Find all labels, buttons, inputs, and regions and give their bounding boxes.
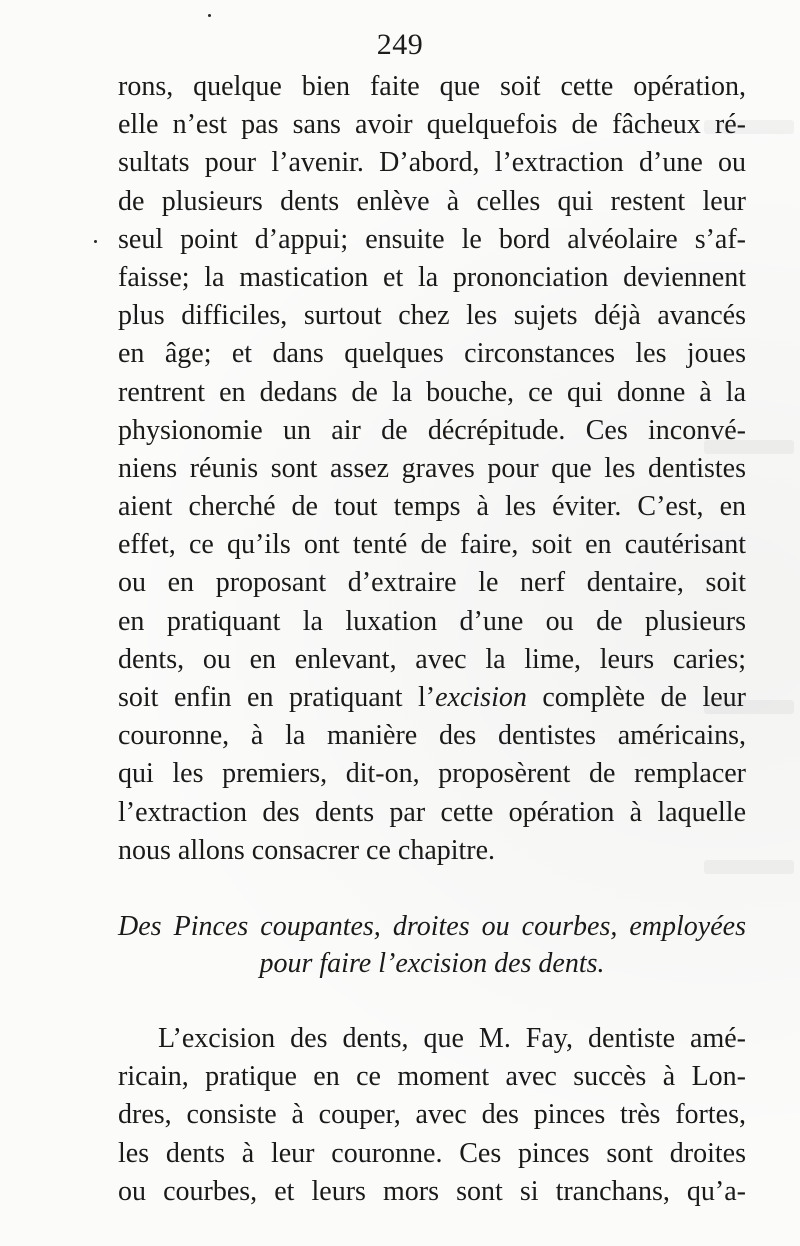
text-line: de plusieurs dents enlève à celles qui restent leur [118, 185, 746, 217]
text-line: faisse; la mastication et la prononciation deviennent [118, 261, 746, 293]
text-line: nous allons consacrer ce chapitre. [118, 834, 496, 866]
paragraph-2 [118, 1020, 746, 1211]
text-line: sultats pour l’avenir. D’abord, l’extraction d’une ou [118, 147, 746, 179]
text-line: L’excision des dents, que M. Fay, dentiste amé- [158, 1023, 746, 1054]
text-line: en pratiquant la luxation d’une ou de plusieurs [118, 605, 746, 637]
text-line: l’extraction des dents par cette opération à laquelle [118, 796, 746, 828]
text-line: dres, consiste à couper, avec des pinces très fortes, [118, 1099, 746, 1131]
text-segment: soit enfin en pratiquant l’ [118, 682, 436, 713]
section-heading [118, 908, 746, 982]
text-line: physionomie un air de décrépitude. Ces inconvé- [118, 414, 746, 446]
heading-line: pour faire l’excision des dents. [259, 948, 605, 979]
text-line: les dents à leur couronne. Ces pinces sont droites [118, 1137, 746, 1169]
page-number: 249 [376, 28, 424, 61]
text-line: ou en proposant d’extraire le nerf dentaire, soit [118, 567, 746, 599]
text-segment: complète de leur [526, 682, 746, 713]
text-line: rentrent en dedans de la bouche, ce qui donne à la [118, 376, 746, 408]
text-line: aient cherché de tout temps à les éviter. C’est, en [118, 491, 746, 523]
text-line: elle n’est pas sans avoir quelquefois de fâcheux ré- [118, 109, 746, 141]
paragraph-1 [118, 68, 746, 870]
text-line: seul point d’appui; ensuite le bord alvéolaire s’af- [118, 223, 746, 255]
text-line: couronne, à la manière des dentistes américains, [118, 720, 746, 752]
heading-line: Des Pinces coupantes, droites ou courbes, employées [118, 911, 746, 942]
text-line: rons, quelque bien faite que soit cette opération, [118, 71, 746, 102]
ink-speck [94, 240, 97, 243]
text-line: qui les premiers, dit-on, proposèrent de remplacer [118, 758, 746, 790]
text-line-with-italic [118, 679, 746, 717]
text-line: plus difficiles, surtout chez les sujets déjà avancés [118, 300, 746, 332]
text-line: ricain, pratique en ce moment avec succès à Lon- [118, 1061, 746, 1093]
text-line: dents, ou en enlevant, avec la lime, leurs caries; [118, 643, 746, 675]
text-line: ou courbes, et leurs mors sont si tranchans, qu’a- [118, 1175, 746, 1207]
text-line: en âge; et dans quelques circonstances les joues [118, 338, 746, 370]
text-line: niens réunis sont assez graves pour que les dentistes [118, 452, 746, 484]
italic-term: excision [435, 682, 527, 713]
text-line: effet, ce qu’ils ont tenté de faire, soit en cautérisant [118, 529, 746, 561]
ink-speck [208, 14, 211, 17]
